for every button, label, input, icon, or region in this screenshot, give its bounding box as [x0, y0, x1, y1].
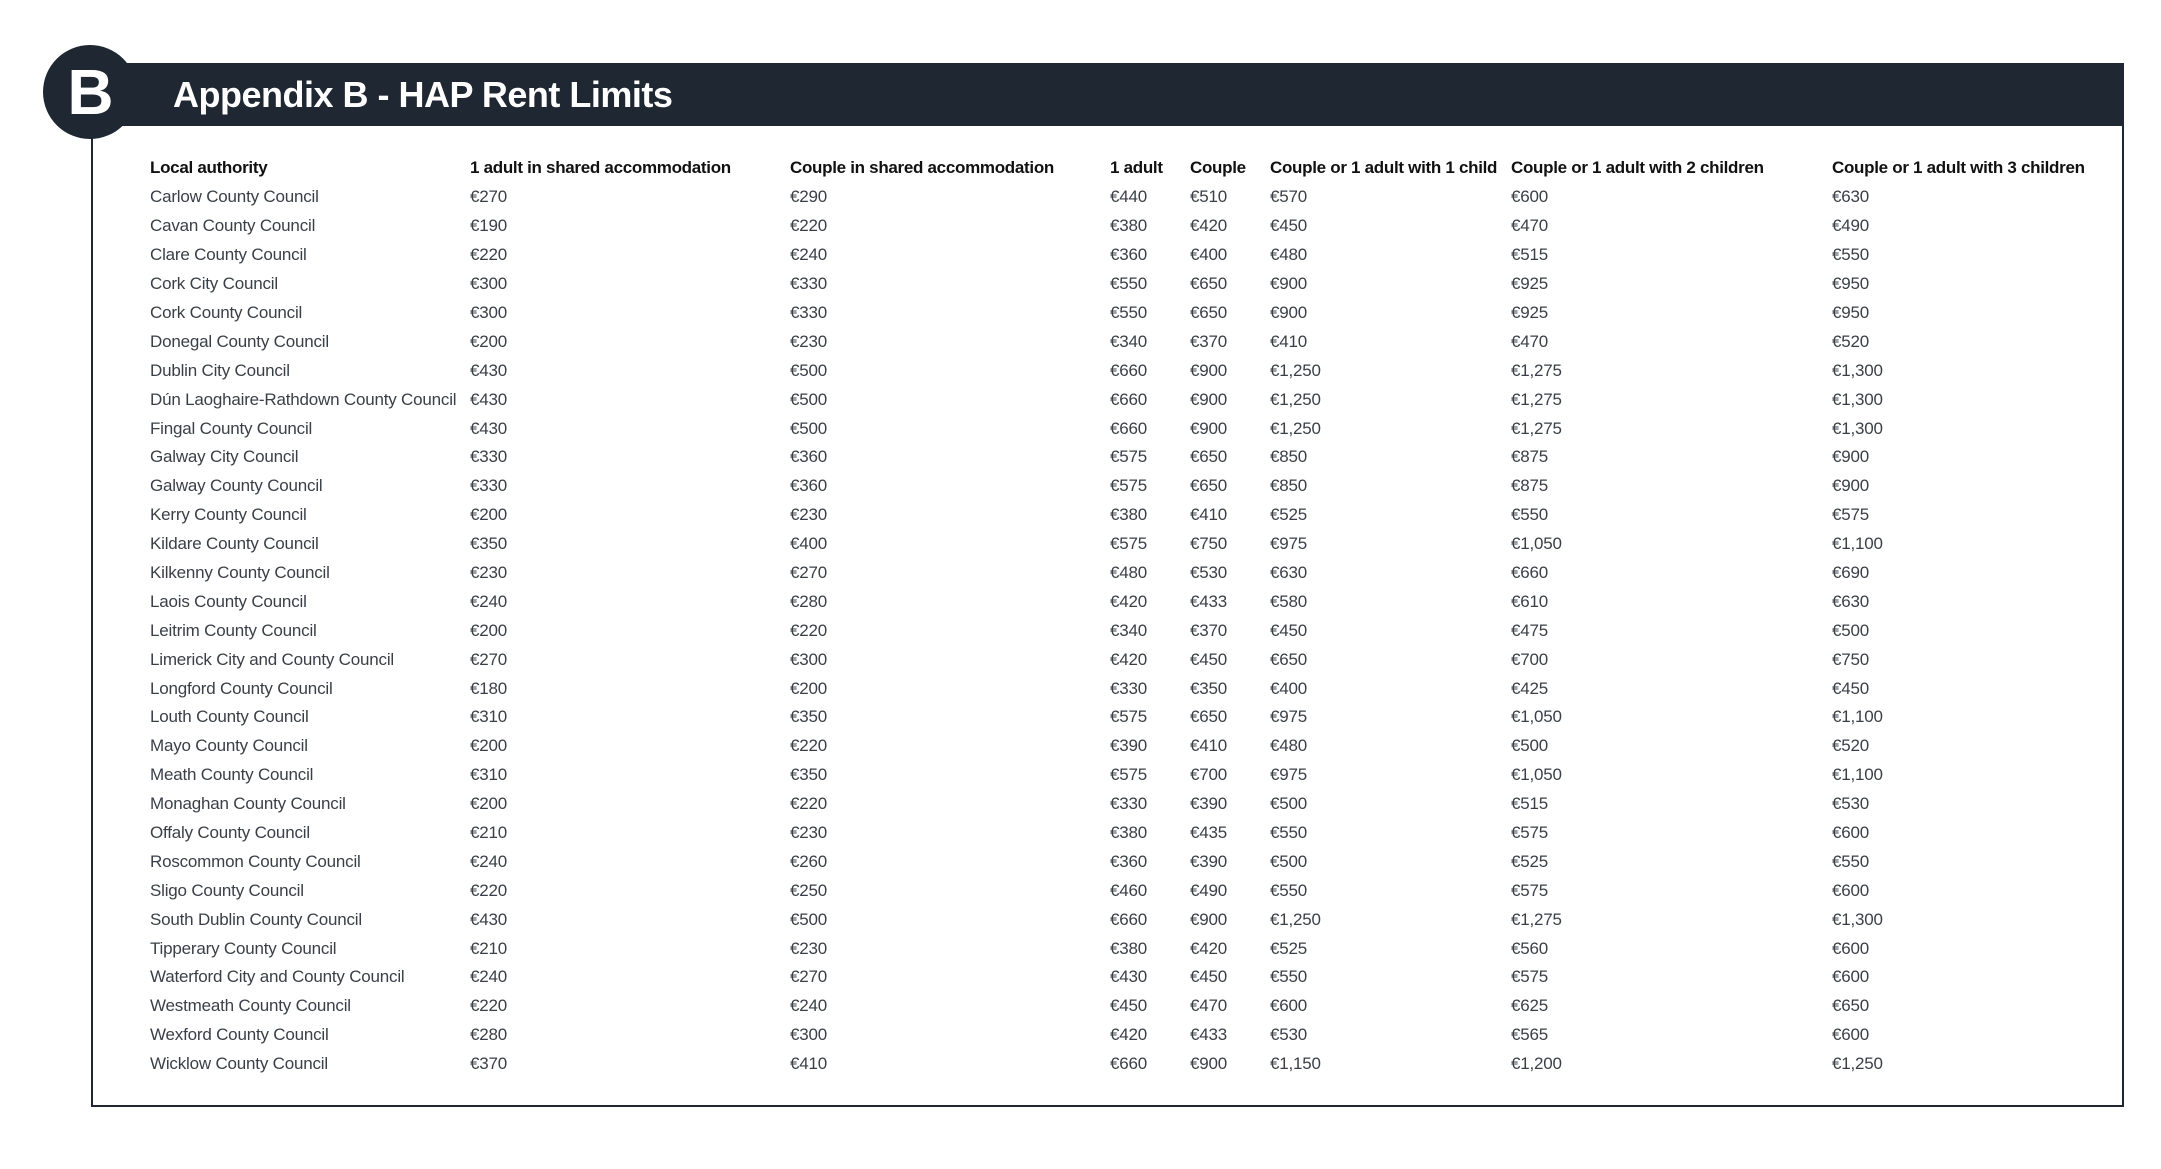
rent-limit-cell: €390	[1190, 794, 1228, 814]
rent-limit-cell: €400	[1190, 245, 1228, 265]
rent-limit-cell: €433	[1190, 1025, 1228, 1045]
rent-limit-cell: €500	[1511, 736, 1549, 756]
rent-limit-cell: €470	[1511, 331, 1549, 351]
rent-limit-cell: €300	[790, 649, 828, 669]
rent-limit-cell: €200	[470, 331, 508, 351]
rent-limit-cell: €515	[1511, 245, 1549, 265]
rent-limit-cell: €480	[1270, 245, 1308, 265]
rent-limit-cell: €420	[1110, 591, 1148, 611]
rent-limit-cell: €1,100	[1832, 707, 1883, 727]
column-header-1-child: Couple or 1 adult with 1 child	[1270, 158, 1498, 177]
rent-limit-cell: €1,150	[1270, 1054, 1321, 1074]
rent-limit-cell: €1,300	[1832, 360, 1883, 380]
rent-limit-cell: €500	[1270, 794, 1308, 814]
table-row	[144, 356, 2132, 385]
table-row	[144, 587, 2132, 616]
rent-limit-cell: €290	[790, 187, 828, 207]
table-row	[144, 414, 2132, 443]
rent-limit-cell: €530	[1190, 563, 1228, 583]
rent-limit-cell: €1,200	[1511, 1054, 1562, 1074]
rent-limit-cell: €550	[1511, 505, 1549, 525]
rent-limit-cell: €900	[1190, 389, 1228, 409]
rent-limit-cell: €470	[1511, 216, 1549, 236]
rent-limit-cell: €380	[1110, 505, 1148, 525]
rent-limit-cell: €350	[1190, 678, 1228, 698]
rent-limit-cell: €220	[790, 216, 828, 236]
rent-limit-cell: €430	[470, 909, 508, 929]
rent-limit-cell: €560	[1511, 938, 1549, 958]
rent-limit-cell: €425	[1511, 678, 1549, 698]
table-row	[144, 992, 2132, 1021]
rent-limit-cell: €510	[1190, 187, 1228, 207]
column-header-2-children: Couple or 1 adult with 2 children	[1511, 158, 1764, 177]
rent-limit-cell: €350	[470, 534, 508, 554]
rent-limit-cell: €390	[1110, 736, 1148, 756]
rent-limit-cell: €575	[1110, 765, 1148, 785]
rent-limit-cell: €450	[1110, 996, 1148, 1016]
rent-limit-cell: €210	[470, 938, 508, 958]
rent-limit-cell: €270	[470, 187, 508, 207]
rent-limit-cell: €850	[1270, 447, 1308, 467]
rent-limit-cell: €520	[1832, 736, 1870, 756]
rent-limit-cell: €750	[1832, 649, 1870, 669]
rent-limit-cell: €370	[1190, 331, 1228, 351]
rent-limit-cell: €230	[790, 938, 828, 958]
table-row	[144, 212, 2132, 241]
local-authority-cell: Westmeath County Council	[150, 996, 351, 1016]
rent-limit-cell: €400	[1270, 678, 1308, 698]
table-body	[144, 183, 2132, 1079]
rent-limit-cell: €190	[470, 216, 508, 236]
rent-limit-cell: €525	[1511, 851, 1549, 871]
rent-limit-cell: €270	[470, 649, 508, 669]
rent-limit-cell: €200	[790, 678, 828, 698]
rent-limit-cell: €1,275	[1511, 389, 1562, 409]
rent-limit-cell: €435	[1190, 823, 1228, 843]
rent-limit-cell: €330	[1110, 678, 1148, 698]
rent-limit-cell: €690	[1832, 563, 1870, 583]
rent-limit-cell: €440	[1110, 187, 1148, 207]
rent-limit-cell: €1,250	[1270, 389, 1321, 409]
rent-limit-cell: €660	[1110, 389, 1148, 409]
rent-limit-cell: €700	[1511, 649, 1549, 669]
rent-limit-cell: €240	[470, 851, 508, 871]
rent-limit-cell: €380	[1110, 823, 1148, 843]
rent-limit-cell: €500	[790, 360, 828, 380]
column-header-3-children: Couple or 1 adult with 3 children	[1832, 158, 2085, 177]
rent-limit-cell: €370	[470, 1054, 508, 1074]
rent-limit-cell: €520	[1832, 331, 1870, 351]
rent-limit-cell: €580	[1270, 591, 1308, 611]
rent-limit-cell: €400	[790, 534, 828, 554]
rent-limit-cell: €220	[790, 736, 828, 756]
rent-limit-cell: €565	[1511, 1025, 1549, 1045]
rent-limit-cell: €330	[1110, 794, 1148, 814]
local-authority-cell: Kildare County Council	[150, 534, 319, 554]
local-authority-cell: South Dublin County Council	[150, 909, 362, 929]
local-authority-cell: Cavan County Council	[150, 216, 316, 236]
rent-limit-cell: €650	[1190, 274, 1228, 294]
local-authority-cell: Dún Laoghaire-Rathdown County Council	[150, 389, 457, 409]
rent-limit-cell: €1,050	[1511, 765, 1562, 785]
rent-limit-cell: €270	[790, 563, 828, 583]
rent-limit-cell: €575	[1110, 707, 1148, 727]
rent-limit-cell: €240	[790, 245, 828, 265]
rent-limit-cell: €925	[1511, 274, 1549, 294]
rent-limit-cell: €600	[1832, 823, 1870, 843]
rent-limit-cell: €550	[1270, 823, 1308, 843]
rent-limit-cell: €360	[1110, 245, 1148, 265]
appendix-badge: B	[43, 45, 137, 139]
local-authority-cell: Monaghan County Council	[150, 794, 346, 814]
rent-limit-cell: €1,250	[1270, 909, 1321, 929]
rent-limit-cell: €433	[1190, 591, 1228, 611]
rent-limit-cell: €420	[1110, 649, 1148, 669]
rent-limit-cell: €625	[1511, 996, 1549, 1016]
rent-limit-cell: €1,100	[1832, 765, 1883, 785]
column-header-local-authority: Local authority	[150, 158, 268, 177]
rent-limit-cell: €200	[470, 736, 508, 756]
rent-limit-cell: €610	[1511, 591, 1549, 611]
local-authority-cell: Wicklow County Council	[150, 1054, 328, 1074]
table-row	[144, 905, 2132, 934]
rent-limit-cell: €875	[1511, 476, 1549, 496]
rent-limit-cell: €550	[1270, 967, 1308, 987]
local-authority-cell: Louth County Council	[150, 707, 309, 727]
rent-limit-cell: €500	[790, 418, 828, 438]
rent-limit-cell: €230	[790, 331, 828, 351]
table-row	[144, 732, 2132, 761]
local-authority-cell: Meath County Council	[150, 765, 314, 785]
table-row	[144, 847, 2132, 876]
local-authority-cell: Waterford City and County Council	[150, 967, 405, 987]
table-row	[144, 501, 2132, 530]
rent-limit-cell: €550	[1270, 880, 1308, 900]
rent-limit-cell: €975	[1270, 707, 1308, 727]
local-authority-cell: Leitrim County Council	[150, 620, 317, 640]
rent-limit-cell: €480	[1270, 736, 1308, 756]
page-title: Appendix B - HAP Rent Limits	[173, 74, 673, 115]
rent-limit-cell: €600	[1270, 996, 1308, 1016]
rent-limit-cell: €700	[1190, 765, 1228, 785]
rent-limit-cell: €430	[1110, 967, 1148, 987]
rent-limit-cell: €630	[1270, 563, 1308, 583]
rent-limit-cell: €250	[790, 880, 828, 900]
rent-limit-cell: €300	[470, 303, 508, 322]
rent-limit-cell: €220	[470, 880, 508, 900]
rent-limit-cell: €600	[1832, 938, 1870, 958]
rent-limit-cell: €575	[1110, 447, 1148, 467]
local-authority-cell: Mayo County Council	[150, 736, 308, 756]
local-authority-cell: Offaly County Council	[150, 823, 310, 843]
table-row	[144, 183, 2132, 212]
rent-limit-cell: €420	[1110, 1025, 1148, 1045]
local-authority-cell: Longford County Council	[150, 678, 333, 698]
rent-limit-cell: €480	[1110, 563, 1148, 583]
column-header-couple: Couple	[1190, 158, 1246, 177]
rent-limit-cell: €390	[1190, 851, 1228, 871]
rent-limit-cell: €450	[1190, 649, 1228, 669]
rent-limit-cell: €575	[1110, 534, 1148, 554]
rent-limit-cell: €925	[1511, 303, 1549, 322]
rent-limit-cell: €500	[1270, 851, 1308, 871]
rent-limit-cell: €380	[1110, 216, 1148, 236]
rent-limit-cell: €450	[1270, 216, 1308, 236]
rent-limit-cell: €220	[470, 996, 508, 1016]
rent-limit-cell: €575	[1832, 505, 1870, 525]
table-row	[144, 327, 2132, 356]
rent-limit-cell: €1,250	[1270, 418, 1321, 438]
local-authority-cell: Clare County Council	[150, 245, 307, 265]
local-authority-cell: Cork County Council	[150, 303, 303, 322]
rent-limit-cell: €650	[1190, 707, 1228, 727]
rent-limit-cell: €525	[1270, 938, 1308, 958]
rent-limit-cell: €975	[1270, 765, 1308, 785]
rent-limit-cell: €900	[1190, 360, 1228, 380]
rent-limit-cell: €240	[470, 591, 508, 611]
rent-limit-cell: €360	[790, 447, 828, 467]
rent-limit-cell: €330	[470, 447, 508, 467]
local-authority-cell: Wexford County Council	[150, 1025, 329, 1045]
rent-limit-cell: €1,275	[1511, 360, 1562, 380]
local-authority-cell: Carlow County Council	[150, 187, 319, 207]
rent-limit-cell: €450	[1190, 967, 1228, 987]
rent-limits-table	[144, 153, 2132, 1079]
rent-limit-cell: €260	[790, 851, 828, 871]
rent-limit-cell: €410	[1190, 505, 1228, 525]
rent-limit-cell: €460	[1110, 880, 1148, 900]
table-row	[144, 674, 2132, 703]
local-authority-cell: Galway County Council	[150, 476, 323, 496]
table-row	[144, 963, 2132, 992]
rent-limit-cell: €500	[1832, 620, 1870, 640]
rent-limit-cell: €350	[790, 765, 828, 785]
rent-limit-cell: €530	[1270, 1025, 1308, 1045]
rent-limit-cell: €1,050	[1511, 707, 1562, 727]
table-row	[144, 645, 2132, 674]
rent-limit-cell: €975	[1270, 534, 1308, 554]
rent-limit-cell: €430	[470, 418, 508, 438]
rent-limit-cell: €430	[470, 389, 508, 409]
rent-limit-cell: €575	[1110, 476, 1148, 496]
rent-limit-cell: €490	[1832, 216, 1870, 236]
rent-limit-cell: €575	[1511, 823, 1549, 843]
table-row	[144, 385, 2132, 414]
rent-limit-cell: €650	[1270, 649, 1308, 669]
rent-limit-cell: €660	[1110, 1054, 1148, 1074]
rent-limit-cell: €650	[1832, 996, 1870, 1016]
rent-limit-cell: €525	[1270, 505, 1308, 525]
rent-limit-cell: €280	[790, 591, 828, 611]
table-row	[144, 559, 2132, 588]
rent-limit-cell: €875	[1511, 447, 1549, 467]
rent-limit-cell: €380	[1110, 938, 1148, 958]
rent-limit-cell: €900	[1832, 476, 1870, 496]
rent-limit-cell: €650	[1190, 303, 1228, 322]
rent-limit-cell: €210	[470, 823, 508, 843]
rent-limit-cell: €550	[1110, 303, 1148, 322]
rent-limit-cell: €900	[1270, 274, 1308, 294]
rent-limit-cell: €310	[470, 707, 508, 727]
table-row	[144, 270, 2132, 299]
rent-limit-cell: €900	[1190, 418, 1228, 438]
rent-limit-cell: €410	[1270, 331, 1308, 351]
rent-limit-cell: €370	[1190, 620, 1228, 640]
rent-limit-cell: €550	[1832, 851, 1870, 871]
rent-limit-cell: €450	[1832, 678, 1870, 698]
rent-limit-cell: €230	[790, 823, 828, 843]
local-authority-cell: Sligo County Council	[150, 880, 304, 900]
table-row	[144, 241, 2132, 270]
rent-limit-cell: €630	[1832, 591, 1870, 611]
rent-limit-cell: €450	[1270, 620, 1308, 640]
rent-limit-cell: €630	[1832, 187, 1870, 207]
rent-limit-cell: €220	[790, 794, 828, 814]
rent-limit-cell: €1,100	[1832, 534, 1883, 554]
rent-limit-cell: €420	[1190, 938, 1228, 958]
rent-limit-cell: €180	[470, 678, 508, 698]
local-authority-cell: Limerick City and County Council	[150, 649, 394, 669]
rent-limit-cell: €900	[1190, 909, 1228, 929]
rent-limit-cell: €600	[1511, 187, 1549, 207]
rent-limit-cell: €660	[1110, 360, 1148, 380]
local-authority-cell: Kerry County Council	[150, 505, 307, 525]
table-row	[144, 1050, 2132, 1079]
local-authority-cell: Tipperary County Council	[150, 938, 337, 958]
table-row	[144, 616, 2132, 645]
rent-limit-cell: €575	[1511, 880, 1549, 900]
rent-limit-cell: €650	[1190, 476, 1228, 496]
rent-limit-cell: €1,275	[1511, 418, 1562, 438]
rent-limit-cell: €200	[470, 620, 508, 640]
table-row	[144, 299, 2132, 328]
local-authority-cell: Dublin City Council	[150, 360, 290, 380]
table-row	[144, 819, 2132, 848]
table-row	[144, 761, 2132, 790]
local-authority-cell: Cork City Council	[150, 274, 278, 294]
rent-limit-cell: €220	[790, 620, 828, 640]
local-authority-cell: Kilkenny County Council	[150, 563, 330, 583]
rent-limit-cell: €200	[470, 505, 508, 525]
rent-limit-cell: €600	[1832, 967, 1870, 987]
rent-limit-cell: €570	[1270, 187, 1308, 207]
rent-limit-cell: €470	[1190, 996, 1228, 1016]
local-authority-cell: Fingal County Council	[150, 418, 313, 438]
rent-limit-cell: €650	[1190, 447, 1228, 467]
rent-limit-cell: €1,300	[1832, 418, 1883, 438]
rent-limit-cell: €330	[790, 274, 828, 294]
rent-limit-cell: €575	[1511, 967, 1549, 987]
column-header-1-adult-shared: 1 adult in shared accommodation	[470, 158, 731, 177]
rent-limit-cell: €230	[470, 563, 508, 583]
table-header-row	[144, 153, 2132, 183]
rent-limit-cell: €420	[1190, 216, 1228, 236]
rent-limit-cell: €200	[470, 794, 508, 814]
rent-limit-cell: €340	[1110, 331, 1148, 351]
rent-limit-cell: €900	[1832, 447, 1870, 467]
rent-limit-cell: €1,250	[1832, 1054, 1883, 1074]
rent-limit-cell: €360	[790, 476, 828, 496]
rent-limit-cell: €240	[470, 967, 508, 987]
rent-limit-cell: €900	[1190, 1054, 1228, 1074]
rent-limit-cell: €410	[790, 1054, 828, 1074]
rent-limit-cell: €550	[1832, 245, 1870, 265]
rent-limit-cell: €660	[1110, 418, 1148, 438]
rent-limit-cell: €475	[1511, 620, 1549, 640]
local-authority-cell: Roscommon County Council	[150, 851, 361, 871]
rent-limit-cell: €950	[1832, 303, 1870, 322]
table-row	[144, 934, 2132, 963]
rent-limit-cell: €300	[790, 1025, 828, 1045]
rent-limit-cell: €1,050	[1511, 534, 1562, 554]
rent-limit-cell: €600	[1832, 1025, 1870, 1045]
table-row	[144, 1021, 2132, 1050]
rent-limit-cell: €350	[790, 707, 828, 727]
rent-limit-cell: €300	[470, 274, 508, 294]
rent-limit-cell: €1,250	[1270, 360, 1321, 380]
rent-limit-cell: €500	[790, 909, 828, 929]
rent-limit-cell: €240	[790, 996, 828, 1016]
rent-limit-cell: €330	[470, 476, 508, 496]
rent-limit-cell: €490	[1190, 880, 1228, 900]
rent-limit-cell: €550	[1110, 274, 1148, 294]
rent-limit-cell: €660	[1511, 563, 1549, 583]
rent-limit-cell: €530	[1832, 794, 1870, 814]
table-row	[144, 530, 2132, 559]
table-row	[144, 472, 2132, 501]
rent-limit-cell: €330	[790, 303, 828, 322]
table-row	[144, 443, 2132, 472]
rent-limit-cell: €515	[1511, 794, 1549, 814]
column-header-couple-shared: Couple in shared accommodation	[790, 158, 1054, 177]
local-authority-cell: Donegal County Council	[150, 331, 329, 351]
rent-limit-cell: €900	[1270, 303, 1308, 322]
rent-limit-cell: €220	[470, 245, 508, 265]
column-header-1-adult: 1 adult	[1110, 158, 1163, 177]
table-row	[144, 876, 2132, 905]
rent-limit-cell: €340	[1110, 620, 1148, 640]
rent-limit-cell: €750	[1190, 534, 1228, 554]
rent-limit-cell: €950	[1832, 274, 1870, 294]
rent-limit-cell: €500	[790, 389, 828, 409]
rent-limit-cell: €230	[790, 505, 828, 525]
local-authority-cell: Laois County Council	[150, 591, 307, 611]
rent-limit-cell: €270	[790, 967, 828, 987]
rent-limit-cell: €1,300	[1832, 389, 1883, 409]
rent-limit-cell: €660	[1110, 909, 1148, 929]
local-authority-cell: Galway City Council	[150, 447, 299, 467]
rent-limit-cell: €850	[1270, 476, 1308, 496]
rent-limit-cell: €360	[1110, 851, 1148, 871]
rent-limit-cell: €430	[470, 360, 508, 380]
rent-limit-cell: €280	[470, 1025, 508, 1045]
rent-limit-cell: €1,275	[1511, 909, 1562, 929]
rent-limit-cell: €1,300	[1832, 909, 1883, 929]
rent-limit-cell: €310	[470, 765, 508, 785]
table-row	[144, 790, 2132, 819]
rent-limit-cell: €410	[1190, 736, 1228, 756]
rent-limit-cell: €600	[1832, 880, 1870, 900]
table-row	[144, 703, 2132, 732]
